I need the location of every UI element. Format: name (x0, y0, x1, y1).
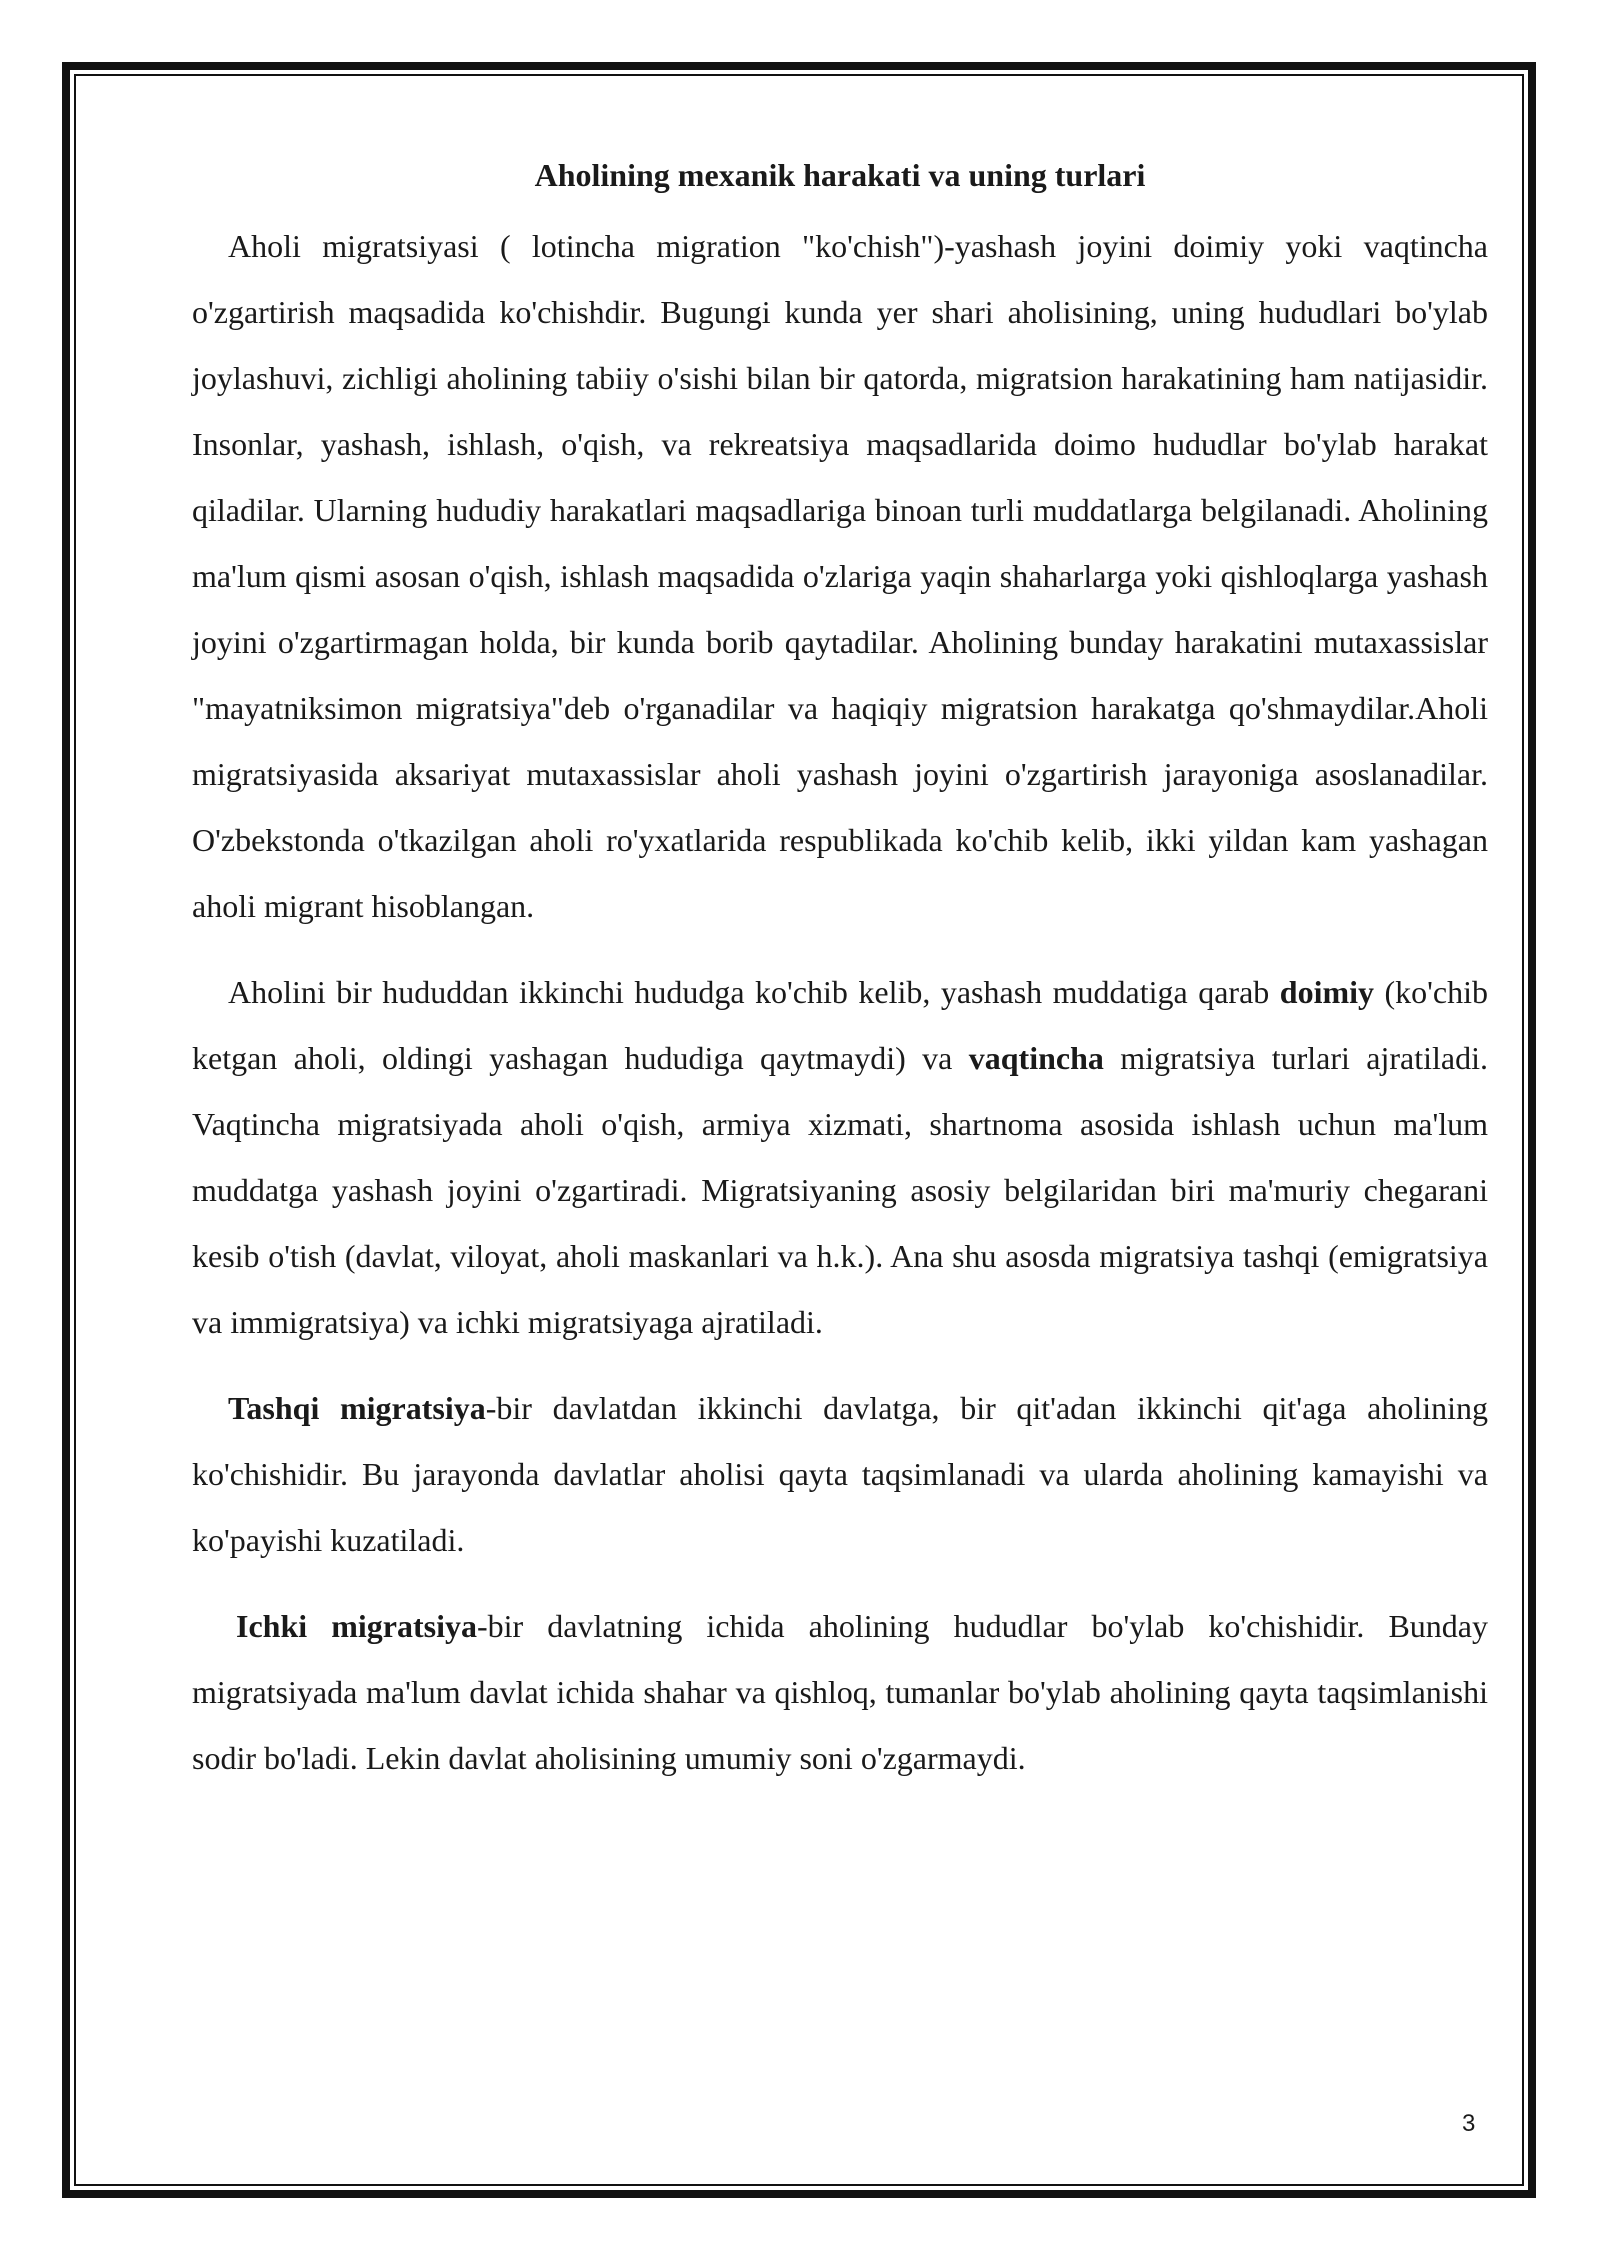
paragraph-internal-migration (192, 1593, 1488, 1791)
document-title: Aholining mexanik harakati va uning turlari (534, 157, 1146, 193)
paragraph-migration-definition (192, 213, 1488, 939)
paragraph-migration-types (192, 959, 1488, 1355)
paragraph-text: migratsiya turlari ajratiladi. Vaqtincha migratsiyada aholi o'qish, armiya xizmati, shartnoma asosida ishlash uchun ma'lum muddatga yashash joyini o'zgartiradi. Migratsiyaning asosiy belgilaridan biri ma'muriy chegarani kesib o'tish (davlat, viloyat, aholi maskanlari va h.k.). Ana shu asosda migratsiya tashqi (emigratsiya va immigratsiya) va ichki migratsiyaga ajratiladi. (192, 1040, 1489, 1340)
paragraph-text: -bir davlatning ichida aholining hududlar bo'ylab ko'chishidir. Bunday migratsiyada ma'lum davlat ichida shahar va qishloq, tumanlar bo'ylab aholining qayta taqsimlanishi sodir bo'ladi. Lekin davlat aholisining umumiy soni o'zgarmaydi. (192, 1608, 1488, 1776)
paragraph-text: Aholini bir hududdan ikkinchi hududga ko'chib kelib, yashash muddatiga qarab (228, 974, 1280, 1010)
paragraph-external-migration (192, 1375, 1488, 1573)
paragraph-text: Aholi migratsiyasi ( lotincha migration "ko'chish")-yashash joyini doimiy yoki vaqtincha o'zgartirish maqsadida ko'chishdir. Bugungi kunda yer shari aholisining, uning hududlari bo'ylab joylashuvi, zichligi aholining tabiiy o'sishi bilan bir qatorda, migratsion harakatining ham natijasidir. Insonlar, yashash, ishlash, o'qish, va rekreatsiya maqsadlarida doimo hududlar bo'ylab harakat qiladilar. Ularning hududiy harakatlari maqsadlariga binoan turli muddatlarga belgilanadi. Aholining ma'lum qismi asosan o'qish, ishlash maqsadida o'zlariga yaqin shaharlarga yoki qishloqlarga yashash joyini o'zgartirmagan holda, bir kunda borib qaytadilar. Aholining bunday harakatini mutaxassislar "mayatniksimon migratsiya"deb o'rganadilar va haqiqiy migratsion harakatga qo'shmaydilar.Aholi migratsiyasida aksariyat mutaxassislar aholi yashash joyini o'zgartirish jarayoniga asoslanadilar. O'zbekstonda o'tkazilgan aholi ro'yxatlarida respublikada ko'chib kelib, ikki yildan kam yashagan aholi migrant hisoblangan. (192, 228, 1488, 924)
page-number: 3 (1462, 2110, 1476, 2137)
term-temporary: vaqtincha (968, 1040, 1104, 1076)
term-internal-migration: Ichki migratsiya (236, 1608, 477, 1644)
paragraph-text: (ko'chib ketgan aholi, oldingi yashagan hududiga qaytmaydi) va (192, 974, 1489, 1076)
term-permanent: doimiy (1279, 974, 1374, 1010)
term-external-migration: Tashqi migratsiya (228, 1390, 486, 1426)
paragraph-text: -bir davlatdan ikkinchi davlatga, bir qit'adan ikkinchi qit'aga aholining ko'chishidir. Bu jarayonda davlatlar aholisi qayta taqsimlanadi va ularda aholining kamayishi va ko'payishi kuzatiladi. (192, 1390, 1489, 1558)
document-body (192, 145, 1488, 1791)
